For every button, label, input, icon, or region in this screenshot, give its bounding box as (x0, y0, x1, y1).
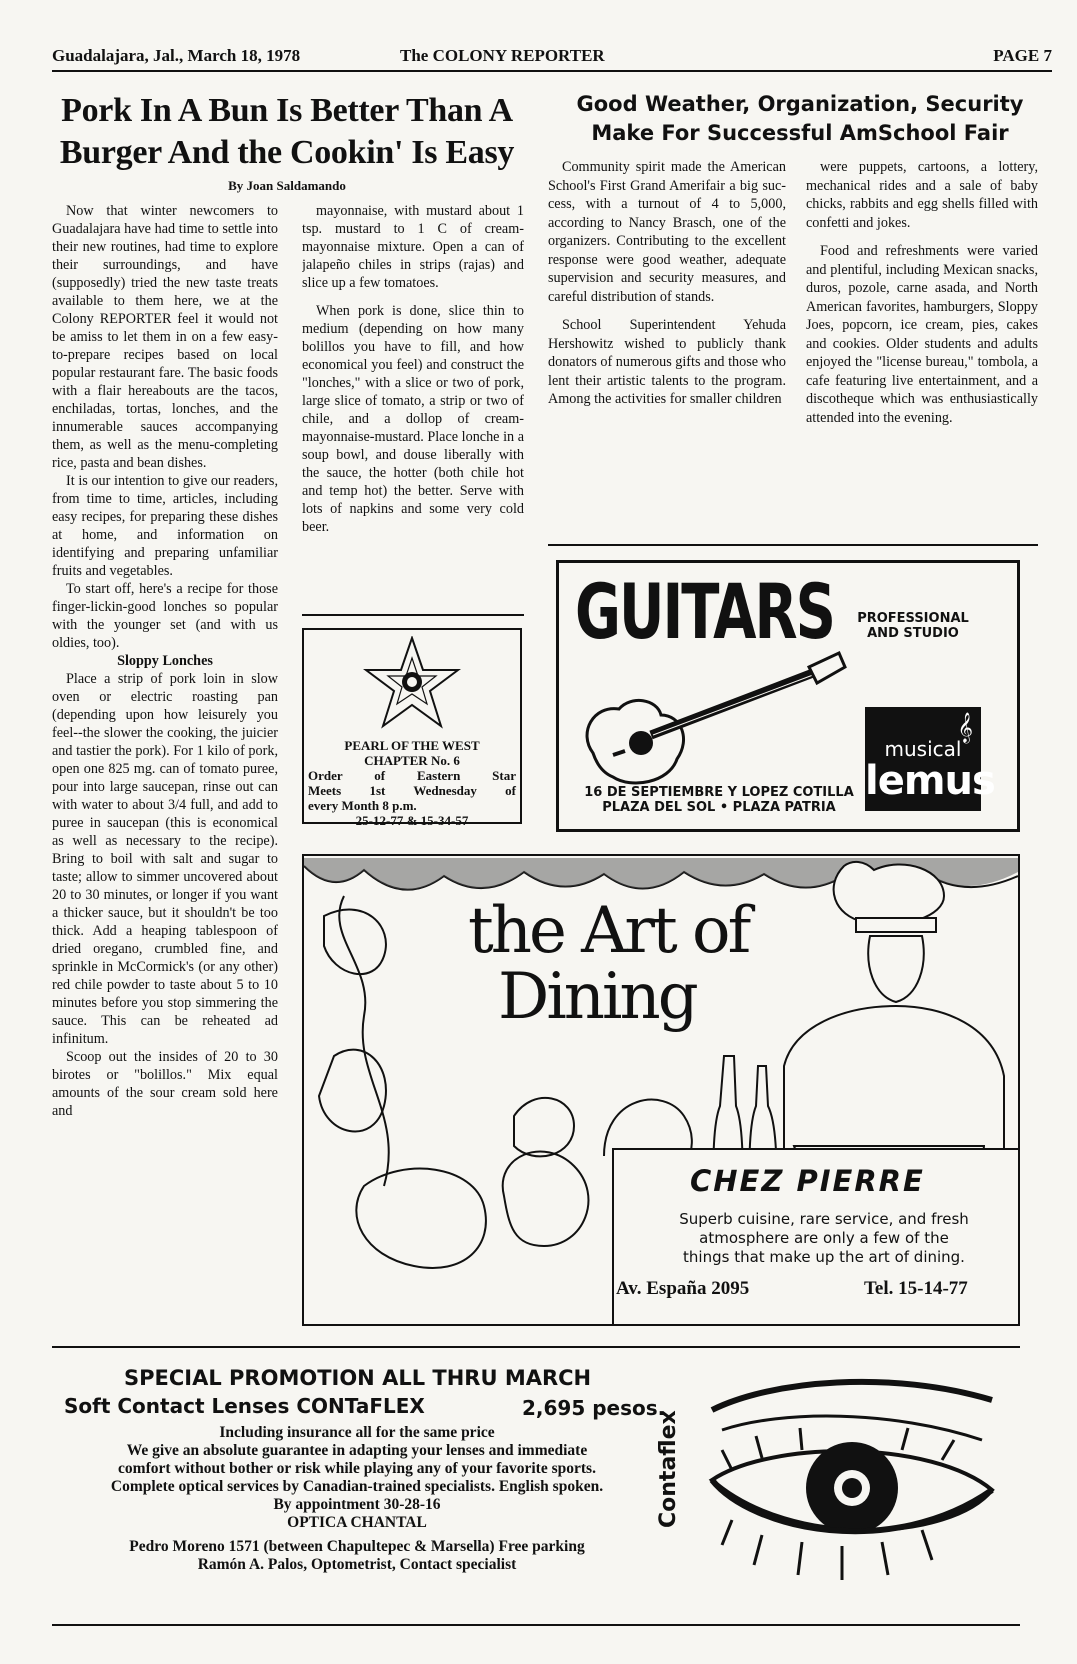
divider (302, 614, 524, 616)
pork-column-1: Now that winter newcomers to Guadalajara have had time to settle into their new routines, had time to explore their surroundings, and have (supposedly) tried the new taste treats available to them here, we at the Colony REPORTER feel it would not be amiss to let them in on a few easy-to-prepare recipes based on local popular restaurant fare. The basic foods with a flair hereabouts are the tacos, enchiladas, tortas, lonches, and the innumerable sauces accompanying them, as well as the menu-completing rice, pasta and bean dishes. It is our intention to give our readers, from time to time, articles, including easy recipes, for preparing these dishes at home, and information on identifying and preparing unfamiliar fruits and vegetables. To start off, here's a recipe for those finger-lickin-good lonches so popular with the younger set (and with us oldies, too). Sloppy Lonches Place a strip of pork loin in slow oven or electric roasting pan (depending upon how leisurely you feel--the slower the cooking, the juicier and tastier the pork). For 1 kilo of pork, open one 825 mg. can of tomato puree, pour into large saucepan, rinse out can with water to about 3/4 full, and add to puree in saucepan (this is economical as well as necessary to the recipe). Bring to boil with salt and sugar to taste; allow to simmer uncovered about 20 to 30 minutes, or longer if you want a thicker sauce, but it shouldn't be too thick. Add a heaping tablespoon of dried oregano, crumbled fine, and sprinkle in McCormick's (or any other) red chile powder to taste about 5 to 10 minutes before you stop simmering the sauce. This can be reheated ad infinitum. Scoop out the insides of 20 to 30 birotes or "bolillos." Mix equal amounts of the sour cream sold here and (52, 203, 278, 1119)
divider (52, 1624, 1020, 1626)
fair-column-2: were puppets, cartoons, a lottery, mechanical rides and a sale of baby chicks, rabbits and egg shells filled with confetti and jokes. Food and refreshments were varied and plentiful, including Mexican snacks, duros, pozole, carne asada, and North American favorites, hamburgers, Sloppy Joes, popcorn, ice cream, pies, cakes and cookies. Older students and adults enjoyed the "license bureau," tombola, a cafe featuring live entertainment, and a discotheque which was enthusiastically attended into the evening. (806, 159, 1038, 426)
paper-name: The COLONY REPORTER (400, 46, 605, 65)
chez-pierre-phone: Tel. 15-14-77 (864, 1278, 968, 1299)
byline: By Joan Saldamando (228, 178, 346, 193)
pork-column-2: mayonnaise, with mustard about 1 tsp. mustard to 1 C of cream-mayonnaise mixture. Open a can of jalapeño chiles in strips (rajas) and slice up a few tomatoes. When pork is done, slice thin to medium (depending on how many bolillos you have to fill, and how economical you feel) and construct the "lonches," with a slice or two of pork, large slice of tomato, a strip or two of chile, and a dollop of cream-mayonnaise-mustard. Place lonche in a soup bowl, and douse liberally with the sauce, the hotter (both chile hot and temp hot) the better. Serve with lots of napkins and some very cold beer. (302, 203, 524, 535)
chez-pierre-info: CHEZ PIERRE Superb cuisine, rare service, and fresh atmosphere are only a few of the things that make up the art of dining. Av. España 2095 Tel. 15-14-77 (612, 1148, 1018, 1324)
fair-column-1: Community spirit made the American School's First Grand Amerifair a big success, with a turnout of 4 to 5,000, according to Nancy Brasch, one of the organizers. Contributing to the excellent response were good weather, adequate supervision and security measures, and careful distribution of stands. School Superintendent Yehuda Hershowitz wished to publicly thank donators of numerous gifts and those who lent their artistic talents to the program. Among the activities for smaller children (548, 159, 786, 407)
optica-chantal-ad: SPECIAL PROMOTION ALL THRU MARCH Soft Contact Lenses CONTaFLEX 2,695 pesos. Including insurance all for the same price We give an absolute guarantee in adapting your lenses and immediate comfort without bother or risk while playing any of your favorite sports. Complete optical services by Canadian-trained specialists. English spoken. By appointment 30-28-16 OPTICA CHANTAL Pedro Moreno 1571 (between Chapultepec & Marsella) Free parking Ramón A. Palos, Optometrist, Contact specialist Contaflex (52, 1356, 1020, 1624)
divider (52, 1346, 1020, 1348)
chez-pierre-address: Av. España 2095 (616, 1278, 750, 1299)
musical-lemus-logo: musical lemus 𝄞 (865, 707, 981, 811)
divider (548, 544, 1038, 546)
art-of-dining-title: the Art of Dining (468, 894, 749, 1034)
eye-icon (692, 1370, 1012, 1610)
promo-heading: SPECIAL PROMOTION ALL THRU MARCH (124, 1366, 592, 1390)
contaflex-lenses: Soft Contact Lenses CONTaFLEX (64, 1394, 425, 1418)
contaflex-vertical-logo: Contaflex (656, 1410, 681, 1528)
dateline: Guadalajara, Jal., March 18, 1978 (52, 46, 301, 65)
masthead (52, 42, 1052, 72)
chez-pierre-ad (302, 854, 1020, 1326)
guitars-address: 16 DE SEPTIEMBRE Y LOPEZ COTILLA PLAZA DEL SOL • PLAZA PATRIA (584, 785, 854, 815)
eastern-star-emblem-icon (362, 636, 462, 730)
promo-price: 2,695 pesos. (522, 1396, 666, 1420)
chez-pierre-name: CHEZ PIERRE (690, 1164, 925, 1198)
pearl-of-the-west-ad: PEARL OF THE WEST CHAPTER No. 6 Order of Eastern Star Meets 1st Wednesday of every Month 8 p.m. 25-12-77 & 15-34-57 (302, 628, 522, 824)
pork-headline: Pork In A Bun Is Better Than A Burger And the Cookin' Is Easy (59, 92, 515, 171)
fair-headline: Good Weather, Organization, Security Make For Successful AmSchool Fair (576, 92, 1024, 145)
page-number: PAGE 7 (993, 46, 1052, 65)
guitars-title: GUITARS (575, 569, 834, 657)
subhead-sloppy-lonches: Sloppy Lonches (117, 653, 213, 669)
treble-clef-icon: 𝄞 (957, 713, 973, 743)
guitars-ad: GUITARS PROFESSIONAL AND STUDIO 16 DE SEPTIEMBRE Y LOPEZ COTILLA PLAZA DEL SOL • PLAZA PATRIA musical lemus 𝄞 (556, 560, 1020, 832)
guitar-icon (573, 643, 853, 793)
